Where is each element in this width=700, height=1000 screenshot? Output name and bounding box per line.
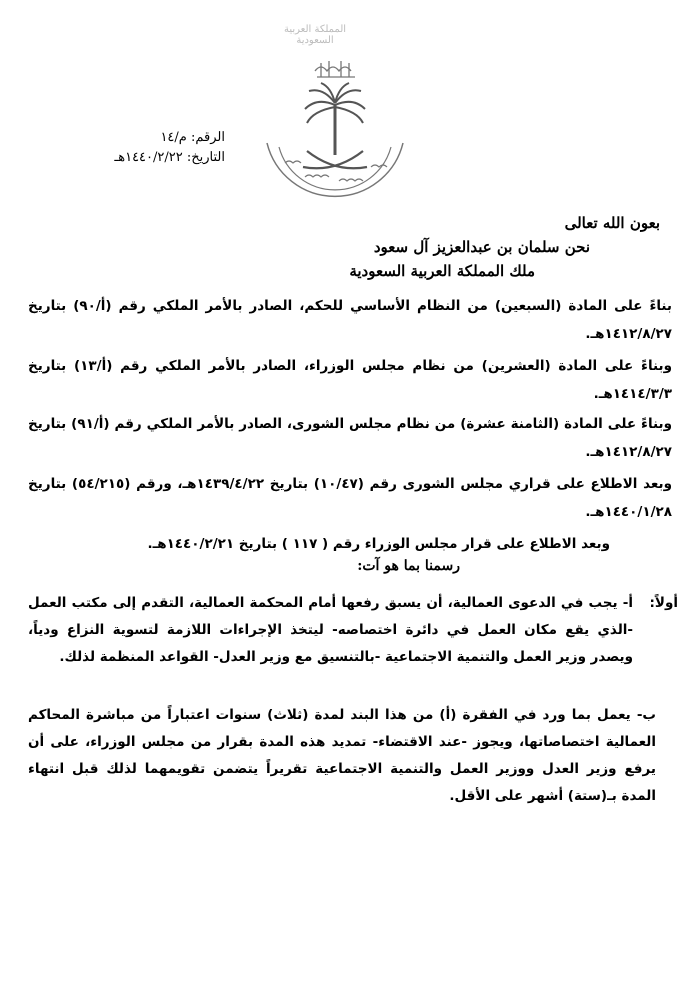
preamble-paragraph-3: وبناءً على المادة (الثامنة عشرة) من نظام مجلس الشورى، الصادر بالأمر الملكي رقم (أ/٩١) بتاريخ ١٤١٢/٨/٢٧هـ. — [28, 416, 672, 460]
opening-line-2: نحن سلمان بن عبدالعزيز آل سعود — [373, 238, 590, 256]
decree-line: رسمنا بما هو آت: — [357, 558, 460, 574]
header-watermark: المملكة العربية السعودية — [283, 24, 347, 46]
article-one-b — [28, 702, 678, 810]
article-one — [28, 590, 678, 671]
ref-date-label: التاريخ: — [186, 150, 225, 165]
opening-line-3: ملك المملكة العربية السعودية — [349, 262, 535, 280]
preamble-paragraph-1: بناءً على المادة (السبعين) من النظام الأساسي للحكم، الصادر بالأمر الملكي رقم (أ/٩٠) بتاريخ ١٤١٢/٨/٢٧هـ. — [28, 298, 672, 342]
article-item-b: ب- يعمل بما ورد في الفقرة (أ) من هذا البند لمدة (ثلاث) سنوات اعتباراً من مباشرة المحاكم العمالية اختصاصاتها، ويجوز -عند الاقتضاء- تمديد هذه المدة بقرار من مجلس الوزراء، على أن يرفع وزير العدل ووزير العمل والتنمية الاجتماعية تقريراً يتضمن تقويمهما لذلك قبل انتهاء المدة بـ(ستة) أشهر على الأقل. — [28, 707, 656, 804]
article-marker: أولاً: — [649, 595, 678, 611]
ref-date — [25, 148, 225, 168]
preamble-paragraph-4: وبعد الاطلاع على قراري مجلس الشورى رقم (١٠/٤٧) بتاريخ ١٤٣٩/٤/٢٢هـ، ورقم (٥٤/٢١٥) بتاريخ ١٤٤٠/١/٢٨هـ. — [28, 476, 673, 520]
preamble-paragraph-2: وبناءً على المادة (العشرين) من نظام مجلس الوزراء، الصادر بالأمر الملكي رقم (أ/١٣) بتاريخ ١٤١٤/٣/٣هـ. — [28, 358, 672, 402]
preamble-paragraph-5: وبعد الاطلاع على قرار مجلس الوزراء رقم ( ١١٧ ) بتاريخ ١٤٤٠/٢/٢١هـ. — [147, 536, 610, 552]
ref-number-label: الرقم: — [191, 130, 225, 145]
saudi-emblem-icon — [255, 55, 415, 205]
ref-date-value: ١٤٤٠/٢/٢٢هـ — [114, 150, 183, 165]
ref-number-value: م/١٤ — [160, 130, 187, 145]
ref-number — [25, 128, 225, 148]
reference-block — [25, 128, 225, 168]
opening-line-1: بعون الله تعالى — [564, 214, 660, 232]
article-item-a: أ- يجب في الدعوى العمالية، أن يسبق رفعها أمام المحكمة العمالية، التقدم إلى مكتب العمل -الذي يقع مكان العمل في دائرة اختصاصه- ليتخذ الإجراءات اللازمة لتسوية النزاع ودياً، ويصدر وزير العمل والتنمية الاجتماعية -بالتنسيق مع وزير العدل- القواعد المنظمة لذلك. — [28, 595, 633, 665]
